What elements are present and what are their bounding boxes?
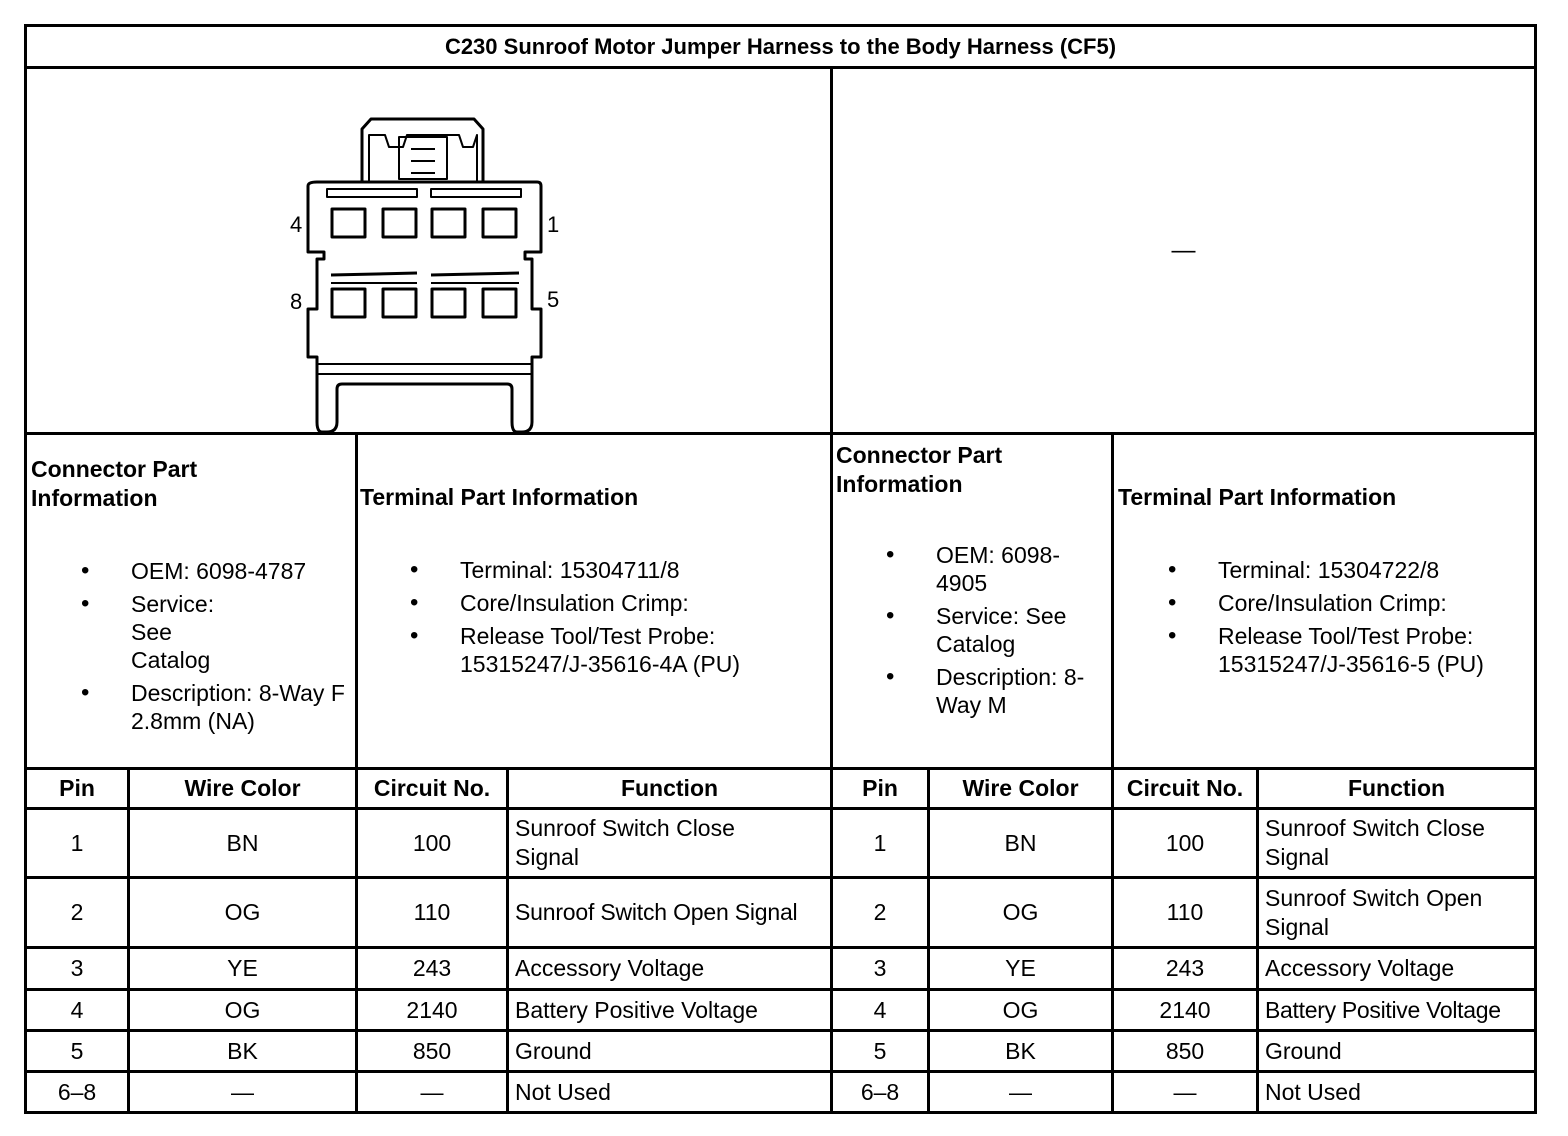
table-cell: OG (1002, 899, 1039, 925)
header-function: Function (1347, 775, 1446, 801)
table-cell: BN (1004, 829, 1037, 856)
list-item: • Core/Insulation Crimp: (360, 589, 828, 617)
terminal-info-list (360, 556, 828, 678)
cavity-3 (383, 209, 416, 237)
table-cell: Sunroof Switch Open Signal (515, 899, 798, 925)
table-cell: OG (224, 899, 261, 925)
connector-info-heading: Connector Part Information (836, 442, 1003, 497)
table-cell: Sunroof Switch Close Signal (515, 815, 735, 870)
header-wire-color: Wire Color (184, 775, 301, 801)
table-cell: 2140 (1159, 996, 1211, 1023)
table-cell: Ground (1265, 1037, 1342, 1064)
pin-label-4: 4 (290, 212, 303, 237)
connector-info-list (836, 541, 1109, 719)
table-cell: YE (1005, 955, 1036, 981)
list-item: • Release Tool/Test Probe: 15315247/J-35616-5 (PU) (1118, 622, 1518, 678)
table-cell: 4 (873, 996, 887, 1023)
table-cell: — (231, 1078, 254, 1105)
table-cell: 850 (1165, 1037, 1205, 1064)
cavity-7 (383, 289, 416, 317)
table-cell: — (1009, 1078, 1032, 1105)
connector-body (308, 182, 541, 432)
list-item: • Terminal: 15304711/8 (360, 556, 828, 584)
cavity-5 (483, 289, 516, 317)
table-cell: 2140 (406, 996, 458, 1023)
list-item: • Service: See Catalog (836, 602, 1086, 658)
terminal-info-list (1118, 556, 1532, 678)
left-connector-info (31, 455, 353, 765)
cavity-6 (432, 289, 465, 317)
left-terminal-info (360, 483, 828, 765)
cavity-2 (432, 209, 465, 237)
cavity-4 (332, 209, 365, 237)
terminal-info-heading: Terminal Part Information (1118, 484, 1397, 510)
table-cell: 5 (70, 1037, 84, 1064)
table-cell: — (420, 1078, 444, 1105)
list-item: • Description: 8-Way M (836, 663, 1106, 719)
connector-face-diagram (27, 69, 830, 432)
pin-label-8: 8 (290, 289, 303, 314)
list-item: • Description: 8-Way F 2.8mm (NA) (31, 679, 353, 735)
table-cell: YE (227, 955, 258, 981)
table-cell: 110 (1166, 899, 1204, 925)
pin-label-5: 5 (547, 287, 560, 312)
header-circuit-no: Circuit No. (373, 775, 491, 801)
cavity-8 (332, 289, 365, 317)
list-item: • OEM: 6098-4787 (31, 557, 353, 585)
table-cell: 100 (412, 829, 452, 856)
table-cell: Accessory Voltage (1265, 955, 1455, 981)
table-cell: 6–8 (860, 1078, 900, 1105)
table-cell: 5 (873, 1037, 887, 1064)
table-cell: BK (227, 1037, 258, 1064)
list-item: • Release Tool/Test Probe: 15315247/J-35616-4A (PU) (360, 622, 760, 678)
list-item: • Terminal: 15304722/8 (1118, 556, 1532, 584)
table-cell: 110 (413, 899, 451, 925)
right-terminal-info (1118, 483, 1532, 765)
table-cell: 2 (70, 899, 84, 925)
header-wire-color: Wire Color (962, 775, 1079, 801)
header-function: Function (620, 775, 719, 801)
latch-detail (369, 135, 477, 182)
pin-label-1: 1 (547, 212, 560, 237)
terminal-info-heading: Terminal Part Information (360, 484, 639, 510)
table-cell: Sunroof Switch Close Signal (1265, 815, 1485, 870)
cavity-1 (483, 209, 516, 237)
header-circuit-no: Circuit No. (1126, 775, 1244, 801)
right-image-placeholder: — (1171, 236, 1196, 264)
list-item: • Core/Insulation Crimp: (1118, 589, 1532, 617)
table-cell: OG (224, 996, 261, 1023)
divider (27, 432, 1534, 435)
table-cell: 2 (873, 899, 887, 925)
table-cell: 243 (1165, 955, 1205, 981)
connector-image-cell (27, 69, 830, 432)
list-item: • Service: See Catalog (31, 590, 251, 674)
header-pin: Pin (59, 775, 95, 801)
table-cell: 100 (1165, 829, 1205, 856)
table-cell: 3 (873, 955, 887, 981)
header-pin: Pin (862, 775, 898, 801)
table-cell: Ground (515, 1037, 592, 1064)
table-cell: BK (1005, 1037, 1036, 1064)
connector-info-list (31, 557, 353, 735)
connector-sheet (24, 24, 1537, 1114)
table-cell: 1 (70, 829, 84, 856)
table-cell: 3 (70, 955, 84, 981)
table-cell: Not Used (1265, 1078, 1361, 1105)
table-cell: 6–8 (57, 1078, 97, 1105)
connector-info-heading: Connector Part Information (31, 456, 198, 511)
table-cell: Not Used (515, 1078, 611, 1105)
table-cell: BN (226, 829, 259, 856)
table-cell: 4 (70, 996, 84, 1023)
list-item: • OEM: 6098-4905 (836, 541, 1086, 597)
table-cell: Accessory Voltage (515, 955, 705, 981)
table-cell: OG (1002, 996, 1039, 1023)
table-cell: 1 (873, 829, 887, 856)
table-cell: 243 (412, 955, 452, 981)
table-cell: Battery Positive Voltage (515, 996, 758, 1023)
table-cell: — (1173, 1078, 1197, 1105)
table-cell: Battery Positive Voltage (1265, 996, 1501, 1023)
right-connector-info (836, 441, 1109, 765)
table-cell: Sunroof Switch Open Signal (1265, 884, 1483, 940)
table-cell: 850 (412, 1037, 452, 1064)
page-title: C230 Sunroof Motor Jumper Harness to the Body Harness (CF5) (444, 34, 1117, 59)
